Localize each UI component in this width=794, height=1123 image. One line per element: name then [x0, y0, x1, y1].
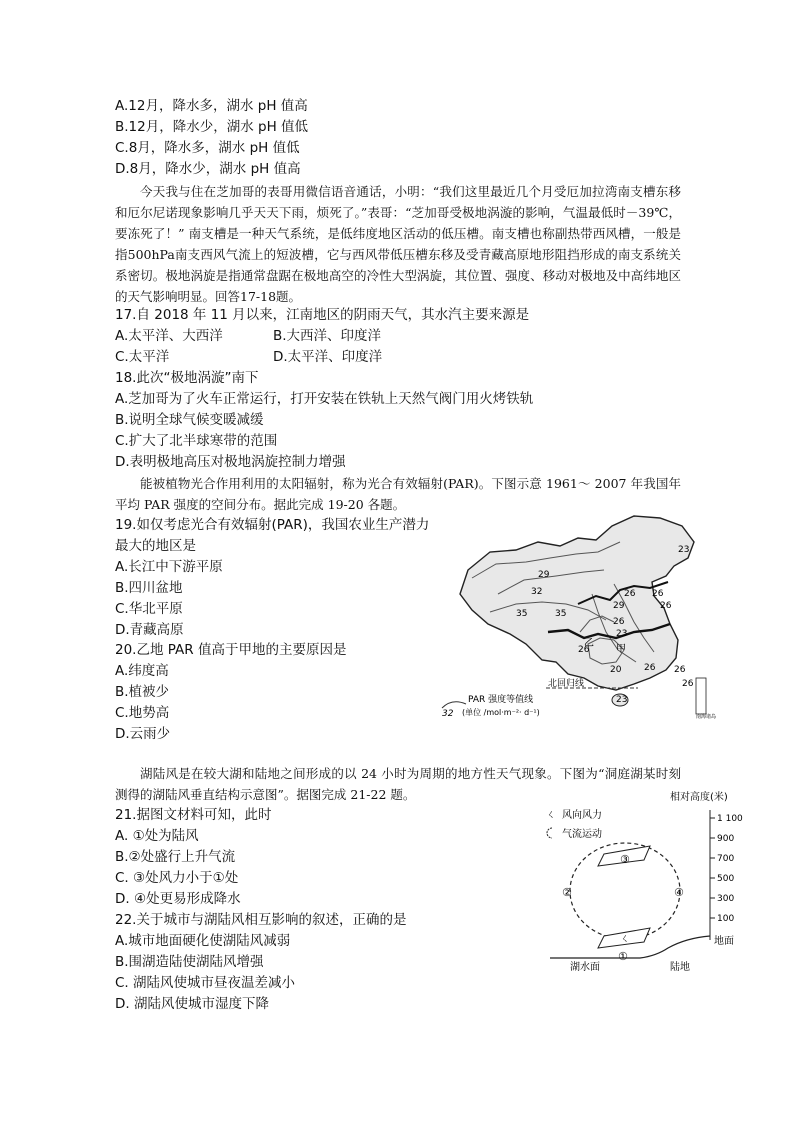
mark-2: ②: [562, 886, 572, 899]
q21-stem: 21.据图文材料可知，此时: [115, 807, 272, 823]
isoline-label: 23: [616, 629, 628, 639]
inset-frame: [696, 678, 706, 714]
place-label-yi: 乙: [584, 638, 594, 649]
ground-label: 地面: [714, 936, 734, 947]
passage-polar-vortex: 今天我与住在芝加哥的表哥用微信语音通话，小明：“我们这里最近几个月受厄加拉湾南支槽东移和厄尔尼诺现象影响几乎天天下雨，烦死了。”表哥：“芝加哥受极地涡漩的影响，气温最低时－39℃，要冻死了！” 南支槽是一种天气系统，是低纬度地区活动的低压槽。南支槽也称副热带西风槽，一般是指500hPa南支西风气流上的短波槽，它与西风带低压槽东移及受青藏高原地形阻挡形成的南支系统关系密切。极地涡旋是指通常盘踞在极地高空的冷性大型涡旋，其位置、强度、移动对极地及中高纬地区的天气影响明显。回答17-18题。: [115, 184, 681, 304]
legend-wind: 风向风力: [562, 810, 602, 821]
q19-stem-cont: 最大的地区是: [115, 538, 196, 554]
isoline-label: 26: [652, 589, 664, 599]
axis-title: 相对高度(米): [670, 792, 728, 803]
place-label-jia: 甲: [616, 644, 626, 655]
isoline-label: 35: [516, 609, 528, 619]
mark-3: ③: [620, 853, 630, 866]
q16-option-a: A.12月，降水多，湖水 pH 值高: [115, 98, 308, 114]
isoline-label: 23: [616, 695, 628, 705]
q19-option-a: A.长江中下游平原: [115, 559, 223, 575]
q22-option-c: C. 湖陆风使城市昼夜温差减小: [115, 975, 296, 991]
q17-option-c: C.太平洋: [115, 349, 170, 365]
q21-option-a: A. ①处为陆风: [115, 828, 199, 844]
q20-option-d: D.云雨少: [115, 726, 171, 742]
q16-option-d: D.8月，降水少，湖水 pH 值高: [115, 161, 301, 177]
q18-option-d: D.表明极地高压对极地涡旋控制力增强: [115, 454, 346, 470]
tick-label: 500: [717, 874, 735, 884]
isoline-label: 26: [682, 679, 694, 689]
lake-label: 湖水面: [570, 962, 600, 973]
isoline-label: 29: [538, 570, 550, 580]
q22-option-b: B.围湖造陆使湖陆风增强: [115, 954, 264, 970]
q17-option-b: B.大西洋、印度洋: [273, 328, 382, 344]
q20-stem: 20.乙地 PAR 值高于甲地的主要原因是: [115, 642, 347, 658]
isoline-label: 29: [613, 601, 625, 611]
tick-label: 300: [717, 894, 735, 904]
q19-option-d: D.青藏高原: [115, 622, 184, 638]
mark-4: ④: [674, 886, 684, 899]
par-isoline-map: [438, 512, 717, 722]
isoline-label: 32: [531, 587, 543, 597]
q17-stem: 17.自 2018 年 11 月以来，江南地区的阴雨天气，其水汽主要来源是: [115, 307, 530, 323]
tick-label: 100: [717, 914, 735, 924]
isoline-label: 35: [555, 609, 567, 619]
q21-option-c: C. ③处风力小于①处: [115, 870, 239, 886]
legend-flow-icon: [547, 828, 552, 838]
tick-label: 900: [717, 834, 735, 844]
q18-option-a: A.芝加哥为了火车正常运行，打开安装在铁轨上天然气阀门用火烤铁轨: [115, 391, 534, 407]
q22-option-d: D. 湖陆风使城市湿度下降: [115, 996, 269, 1012]
tropic-label: 北回归线: [548, 679, 585, 689]
inset-label: 南海诸岛: [696, 714, 717, 720]
isoline-label: 26: [644, 663, 656, 673]
legend-value: 32: [442, 709, 454, 719]
q19-option-c: C.华北平原: [115, 601, 183, 617]
tick-label: 700: [717, 854, 735, 864]
q22-stem: 22.关于城市与湖陆风相互影响的叙述，正确的是: [115, 912, 407, 928]
q18-option-b: B.说明全球气候变暖减缓: [115, 412, 264, 428]
q20-option-c: C.地势高: [115, 705, 170, 721]
legend-wind-icon: ㄑ: [546, 810, 556, 821]
isoline-label: 26: [624, 589, 636, 599]
q18-option-c: C.扩大了北半球寒带的范围: [115, 433, 278, 449]
passage-par: 能被植物光合作用利用的太阳辐射，称为光合有效辐射(PAR)。下图示意 1961～ 2007 年我国年平均 PAR 强度的空间分布。据此完成 19-20 各题。: [115, 476, 681, 512]
isoline-label: 26: [613, 617, 625, 627]
passage-lake-land-breeze: 湖陆风是在较大湖和陆地之间形成的以 24 小时为周期的地方性天气现象。下图为“洞庭湖某时刻测得的湖陆风垂直结构示意图”。据图完成 21-22 题。: [115, 766, 681, 802]
isoline-label: 26: [578, 645, 590, 655]
isoline-label: 26: [660, 601, 672, 611]
isoline-label: 20: [610, 665, 622, 675]
tick-label: 1 100: [717, 814, 743, 824]
q20-option-a: A.纬度高: [115, 663, 169, 679]
q22-option-a: A.城市地面硬化使湖陆风减弱: [115, 933, 291, 949]
q16-option-b: B.12月，降水少，湖水 pH 值低: [115, 119, 309, 135]
q16-option-c: C.8月，降水多，湖水 pH 值低: [115, 140, 300, 156]
china-outline: [460, 516, 694, 690]
land-label: 陆地: [670, 962, 690, 973]
q18-stem: 18.此次“极地涡漩”南下: [115, 370, 259, 386]
lake-land-breeze-diagram: [540, 788, 750, 978]
wind-arrow-icon: ㄑ: [620, 934, 630, 945]
isoline-label: 26: [674, 665, 686, 675]
legend-unit: (单位 /mol·m⁻²· d⁻¹): [462, 708, 540, 717]
q21-option-b: B.②处盛行上升气流: [115, 849, 236, 865]
isoline-label: 23: [678, 545, 690, 555]
mark-1: ①: [618, 950, 628, 963]
q17-option-a: A.太平洋、大西洋: [115, 328, 223, 344]
q21-option-d: D. ④处更易形成降水: [115, 891, 241, 907]
q17-option-d: D.太平洋、印度洋: [273, 349, 383, 365]
q20-option-b: B.植被少: [115, 684, 170, 700]
q19-stem: 19.如仅考虑光合有效辐射(PAR)，我国农业生产潜力: [115, 517, 430, 533]
legend-title: PAR 强度等值线: [468, 695, 534, 705]
q19-option-b: B.四川盆地: [115, 580, 183, 596]
legend-flow: 气流运动: [562, 829, 602, 840]
